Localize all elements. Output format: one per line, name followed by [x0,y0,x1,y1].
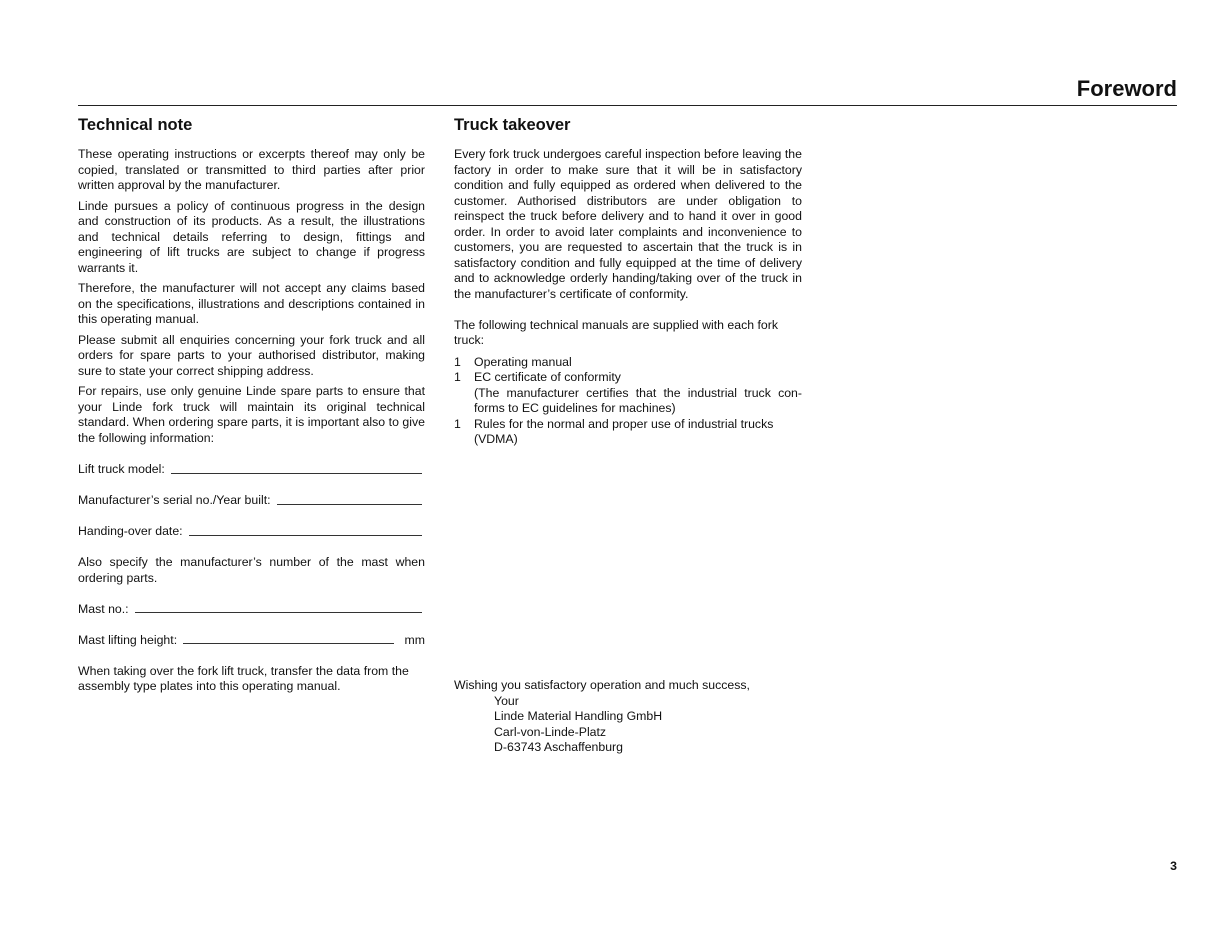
section-title: Foreword [1076,76,1177,101]
manuals-list [454,355,802,448]
serial-year-blank[interactable] [277,504,422,505]
closing-note: When taking over the fork lift truck, transfer the data from the assembly type plates into this operating manual. [78,663,409,693]
handing-over-date-label: Handing-over date: [78,524,183,538]
technical-note-heading: Technical note [78,116,193,134]
mast-number-blank[interactable] [135,612,422,613]
signature-line: Carl-von-Linde-Platz [494,724,607,739]
serial-year-label: Manufacturer’s serial no./Year built: [78,493,271,507]
list-item [454,370,802,417]
mast-lifting-height-label: Mast lifting height: [78,632,178,647]
mast-lifting-height-unit: mm [404,632,425,647]
header-rule [78,105,1177,106]
list-item-qty: 1 [454,354,461,369]
mast-note: Also specify the manufacturer’s number of the mast when ordering parts. [78,555,425,585]
list-item-text: EC certificate of conformity [474,370,621,384]
paragraph-claims: Therefore, the manufacturer will not accept any claims based on the specifications, illustrations and descriptions contained in this operating manual. [78,281,425,326]
list-item-qty: 1 [454,370,461,384]
list-item [454,417,802,448]
list-item-note: (The manufacturer certifies that the industrial truck con-forms to EC guidelines for machines) [474,385,802,415]
signature-line: Linde Material Handling GmbH [494,709,663,723]
paragraph-enquiries: Please submit all enquiries concerning your fork truck and all orders for spare parts to your authorised distributor, making sure to state your correct shipping address. [78,332,425,378]
technical-note-column [78,115,425,695]
page-number: 3 [1170,859,1177,873]
signature-line: Your [494,693,519,708]
list-item-text: Rules for the normal and proper use of industrial trucks (VDMA) [474,416,774,446]
mast-lifting-height-blank[interactable] [183,643,393,644]
mast-lifting-height-field[interactable] [78,633,425,649]
list-item [454,355,802,371]
lift-truck-model-blank[interactable] [171,473,422,474]
signature-wish: Wishing you satisfactory operation and much success, [454,678,750,692]
mast-number-label: Mast no.: [78,601,129,616]
lift-truck-model-field[interactable] [78,462,425,478]
paragraph-copyright: These operating instructions or excerpts thereof may only be copied, translated or transmitted to third parties after prior written approval by the manufacturer. [78,147,425,192]
mast-number-field[interactable] [78,602,425,618]
handing-over-date-field[interactable] [78,524,425,540]
manuals-intro: The following technical manuals are supplied with each fork truck: [454,317,778,347]
lift-truck-model-label: Lift truck model: [78,462,165,476]
list-item-qty: 1 [454,416,461,431]
paragraph-inspection: Every fork truck undergoes careful inspection before leaving the factory in order to make sure that it will be in satisfactory condition and fully equipped as ordered when delivered to the customer. Authorised distributors are under obligation to reinspect the truck before delivery and to hand it over in good order. In order to avoid later complaints and inconvenience to customers, you are requested to ascertain that the truck is in satisfactory condition and fully equipped at the time of delivery and to acknowledge orderly handing/taking over of the truck in the manufacturer’s certificate of conformity. [454,147,802,301]
signature-line: D-63743 Aschaffenburg [494,740,623,754]
serial-year-field[interactable] [78,493,425,509]
paragraph-progress-policy: Linde pursues a policy of continuous progress in the design and construction of its products. As a result, the illustrations and technical details referring to design, fittings and engineering of lift trucks are subject to change if progress warrants it. [78,198,425,275]
list-item-text: Operating manual [474,354,572,369]
paragraph-spare-parts: For repairs, use only genuine Linde spare parts to ensure that your Linde fork truck will maintain its original technical standard. When ordering spare parts, it is important also to give the following information: [78,384,425,445]
signature-block [454,678,804,756]
handing-over-date-blank[interactable] [189,535,422,536]
truck-takeover-heading: Truck takeover [454,116,571,134]
truck-takeover-column [454,115,802,448]
